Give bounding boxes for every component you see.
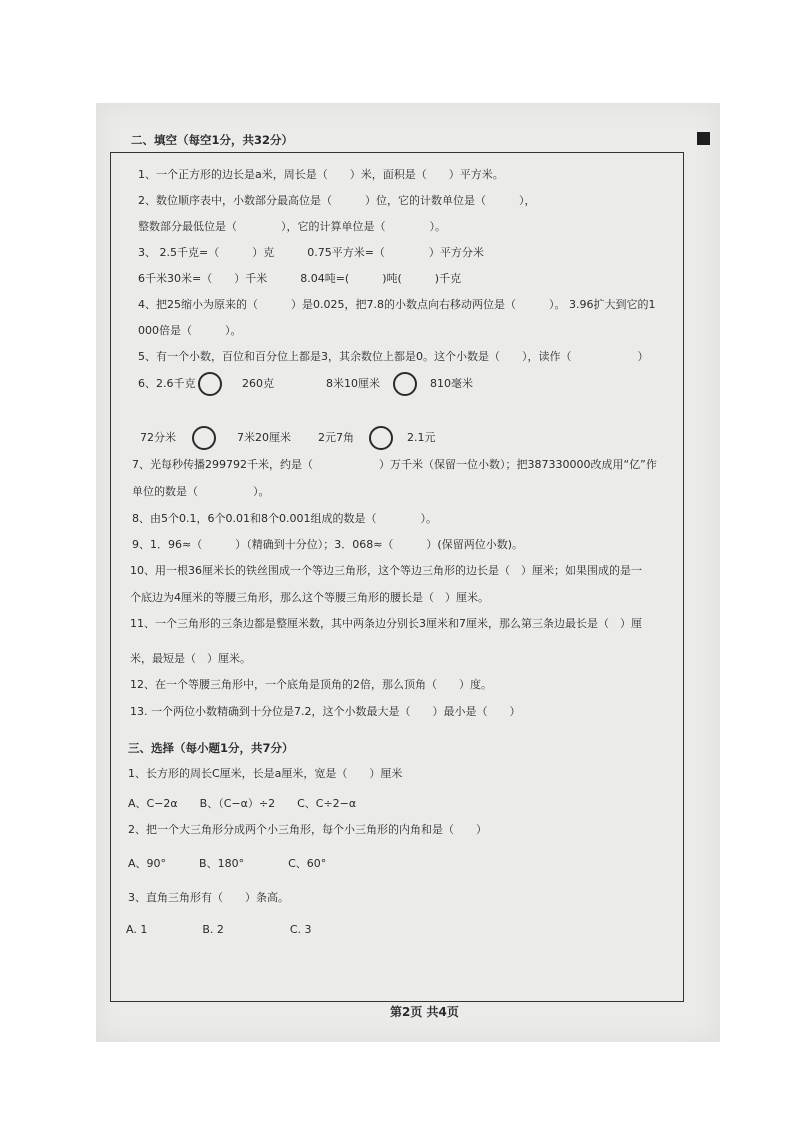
q3-line1: 3、 2.5千克=（ ）克 0.75平方米=（ ）平方分米 xyxy=(138,246,484,259)
mc1-options: A、C−2α B、（C−α）÷2 C、C÷2−α xyxy=(128,797,357,810)
q11-line2: 米，最短是（ ）厘米。 xyxy=(130,652,251,665)
q5: 5、有一个小数，百位和百分位上都是3，其余数位上都是0。这个小数是（ ），读作（ ） xyxy=(138,350,649,363)
compare-circle-2[interactable] xyxy=(393,372,417,396)
q2-line2: 整数部分最低位是（ ），它的计算单位是（ ）。 xyxy=(138,220,446,233)
q3-line2: 6千米30米=（ ）千米 8.04吨=( )吨( )千克 xyxy=(138,272,462,285)
q10-line2: 个底边为4厘米的等腰三角形，那么这个等腰三角形的腰长是（ ）厘米。 xyxy=(130,591,489,604)
page-number: 第2页 共4页 xyxy=(390,1005,459,1019)
mc3-options: A. 1 B. 2 C. 3 xyxy=(126,923,312,936)
q7-line1: 7、光每秒传播299792千米，约是（ ）万千米（保留一位小数）；把387330000改成用“亿”作 xyxy=(132,458,657,471)
q2-line1: 2、数位顺序表中，小数部分最高位是（ ）位，它的计数单位是（ ）， xyxy=(138,194,536,207)
mc2-question: 2、把一个大三角形分成两个小三角形，每个小三角形的内角和是（ ） xyxy=(128,823,487,836)
mc3-question: 3、直角三角形有（ ）条高。 xyxy=(128,891,289,904)
compare-circle-1[interactable] xyxy=(198,372,222,396)
section-3-title: 三、选择（每小题1分，共7分） xyxy=(128,741,294,755)
q8: 8、由5个0.1，6个0.01和8个0.001组成的数是（ ）。 xyxy=(132,512,437,525)
compare-circle-3[interactable] xyxy=(192,426,216,450)
q9: 9、1．96≈（ ）（精确到十分位）；3．068≈（ ）(保留两位小数)。 xyxy=(132,538,524,551)
q7-line2: 单位的数是（ ）。 xyxy=(132,485,270,498)
mc2-options: A、90° B、180° C、60° xyxy=(128,857,327,870)
q6-item-3: 810毫米 xyxy=(430,377,473,390)
corner-marker xyxy=(697,132,710,145)
q6-item-5: 7米20厘米 xyxy=(237,431,291,444)
q6-item-1: 260克 xyxy=(242,377,274,390)
q1: 1、一个正方形的边长是a米，周长是（ ）米，面积是（ ）平方米。 xyxy=(138,168,504,181)
q4-line2: 000倍是（ ）。 xyxy=(138,324,242,337)
q12: 12、在一个等腰三角形中，一个底角是顶角的2倍，那么顶角（ ）度。 xyxy=(130,678,492,691)
section-2-title: 二、填空（每空1分，共32分） xyxy=(131,133,294,147)
q6-label: 6、2.6千克 xyxy=(138,377,196,390)
q6-item-4: 72分米 xyxy=(140,431,176,444)
q10-line1: 10、用一根36厘米长的铁丝围成一个等边三角形，这个等边三角形的边长是（ ）厘米；如果围成的是一 xyxy=(130,564,642,577)
q11-line1: 11、一个三角形的三条边都是整厘米数，其中两条边分别长3厘米和7厘米，那么第三条边最长是（ ）厘 xyxy=(130,617,642,630)
q13: 13. 一个两位小数精确到十分位是7.2，这个小数最大是（ ）最小是（ ） xyxy=(130,705,521,718)
q6-item-6: 2元7角 xyxy=(318,431,354,444)
compare-circle-4[interactable] xyxy=(369,426,393,450)
q6-item-7: 2.1元 xyxy=(407,431,436,444)
mc1-question: 1、长方形的周长C厘米，长是a厘米，宽是（ ）厘米 xyxy=(128,767,403,780)
q6-item-2: 8米10厘米 xyxy=(326,377,380,390)
q4-line1: 4、把25缩小为原来的（ ）是0.025，把7.8的小数点向右移动两位是（ ）。 3.96扩大到它的1 xyxy=(138,298,656,311)
